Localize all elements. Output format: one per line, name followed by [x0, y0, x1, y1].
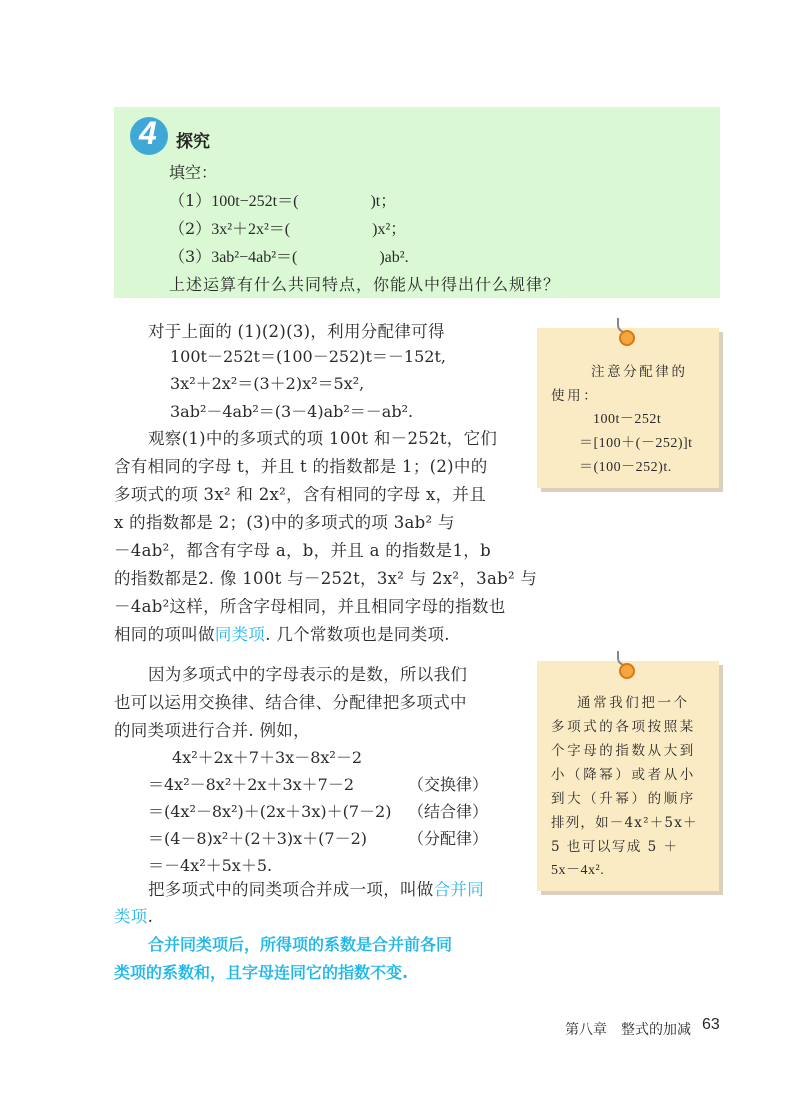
- para1-line-7: －4ab²这样，所含字母相同，并且相同字母的指数也: [114, 597, 506, 616]
- rule-line-2: 类项的系数和，且字母连同它的指数不变.: [114, 963, 409, 982]
- note1-line-4: ＝[100＋(－252)]t: [579, 436, 693, 451]
- explore-item-1: （1）100t−252t＝( )t；: [169, 191, 397, 210]
- explore-number: 4: [139, 115, 157, 151]
- law-commutative: （交换律）: [408, 775, 489, 794]
- para3-line-1: 把多项式中的同类项合并成一项，叫做合并同: [148, 880, 485, 899]
- note2-line-5: 到大（升幂）的顺序: [551, 791, 696, 807]
- explore-box: [114, 107, 720, 298]
- note2-line-7: 5 也可以写成 5 ＋: [551, 839, 679, 855]
- explore-title: 探究: [176, 132, 210, 152]
- note2-line-1: 通常我们把一个: [577, 695, 690, 711]
- note2-line-4: 小（降幂）或者从小: [551, 767, 696, 783]
- term-combine-part-1: 合并同: [433, 880, 485, 899]
- para2-line-3: 的同类项进行合并. 例如，: [114, 721, 310, 740]
- para1-line-1: 观察(1)中的多项式的项 100t 和－252t，它们: [148, 429, 498, 448]
- note2-line-8: 5x－4x².: [551, 863, 605, 878]
- derivation-3: 3ab²－4ab²＝(3－4)ab²＝－ab².: [170, 402, 414, 421]
- law-associative: （结合律）: [408, 802, 489, 821]
- chapter-footer: 第八章 整式的加减: [565, 1022, 691, 1038]
- derivation-1: 100t－252t＝(100－252)t＝－152t,: [170, 347, 446, 366]
- side-note-ordering: [537, 661, 719, 891]
- note1-line-1: 注意分配律的: [591, 364, 688, 380]
- derivation-2: 3x²＋2x²＝(3＋2)x²＝5x²,: [170, 374, 365, 393]
- term-combine-part-2: 类项: [114, 907, 148, 926]
- pin-icon: [619, 663, 635, 679]
- example-line-1: 4x²＋2x＋7＋3x－8x²－2: [172, 748, 363, 767]
- para1-line-4: x 的指数都是 2；(3)中的多项式的项 3ab² 与: [114, 513, 455, 532]
- para1-line-8: 相同的项叫做同类项. 几个常数项也是同类项.: [114, 625, 450, 644]
- law-distributive: （分配律）: [408, 829, 489, 848]
- explore-item-3: （3）3ab²−4ab²＝( )ab².: [169, 247, 409, 266]
- explore-question: 上述运算有什么共同特点，你能从中得出什么规律？: [169, 275, 561, 294]
- note1-line-2: 使用：: [551, 388, 600, 404]
- explore-intro: 填空：: [169, 163, 218, 182]
- example-line-2: ＝4x²－8x²＋2x＋3x＋7－2: [148, 775, 355, 794]
- example-line-4: ＝(4－8)x²＋(2＋3)x＋(7－2): [148, 829, 367, 848]
- explore-item-2: （2）3x²＋2x²＝( )x²；: [169, 219, 407, 238]
- side-note-distributive: [537, 328, 719, 488]
- page-number: 63: [702, 1016, 720, 1033]
- para1-line-5: －4ab²，都含有字母 a，b，并且 a 的指数是1，b: [114, 541, 491, 560]
- body-intro: 对于上面的 (1)(2)(3)，利用分配律可得: [148, 322, 445, 341]
- pin-icon: [619, 330, 635, 346]
- term-like-terms: 同类项: [214, 625, 266, 644]
- rule-line-1: 合并同类项后，所得项的系数是合并前各同: [148, 935, 453, 954]
- note2-line-3: 个字母的指数从大到: [551, 743, 696, 759]
- explore-number-icon: [130, 117, 168, 155]
- para1-line-3: 多项式的项 3x² 和 2x²，含有相同的字母 x，并且: [114, 485, 487, 504]
- note2-line-2: 多项式的各项按照某: [551, 719, 696, 735]
- note2-line-6: 排列，如－4x²＋5x＋: [551, 815, 698, 831]
- note1-line-5: ＝(100－252)t.: [579, 460, 672, 475]
- para3-line-2: 类项.: [114, 907, 154, 926]
- example-line-5: ＝－4x²＋5x＋5.: [148, 856, 273, 875]
- example-line-3: ＝(4x²－8x²)＋(2x＋3x)＋(7－2): [148, 802, 392, 821]
- para1-line-6: 的指数都是2. 像 100t 与－252t，3x² 与 2x²，3ab² 与: [114, 569, 538, 588]
- para1-line-2: 含有相同的字母 t，并且 t 的指数都是 1；(2)中的: [114, 457, 488, 476]
- para2-line-2: 也可以运用交换律、结合律、分配律把多项式中: [114, 693, 467, 712]
- note1-line-3: 100t－252t: [593, 412, 662, 427]
- para2-line-1: 因为多项式中的字母表示的是数，所以我们: [148, 665, 468, 684]
